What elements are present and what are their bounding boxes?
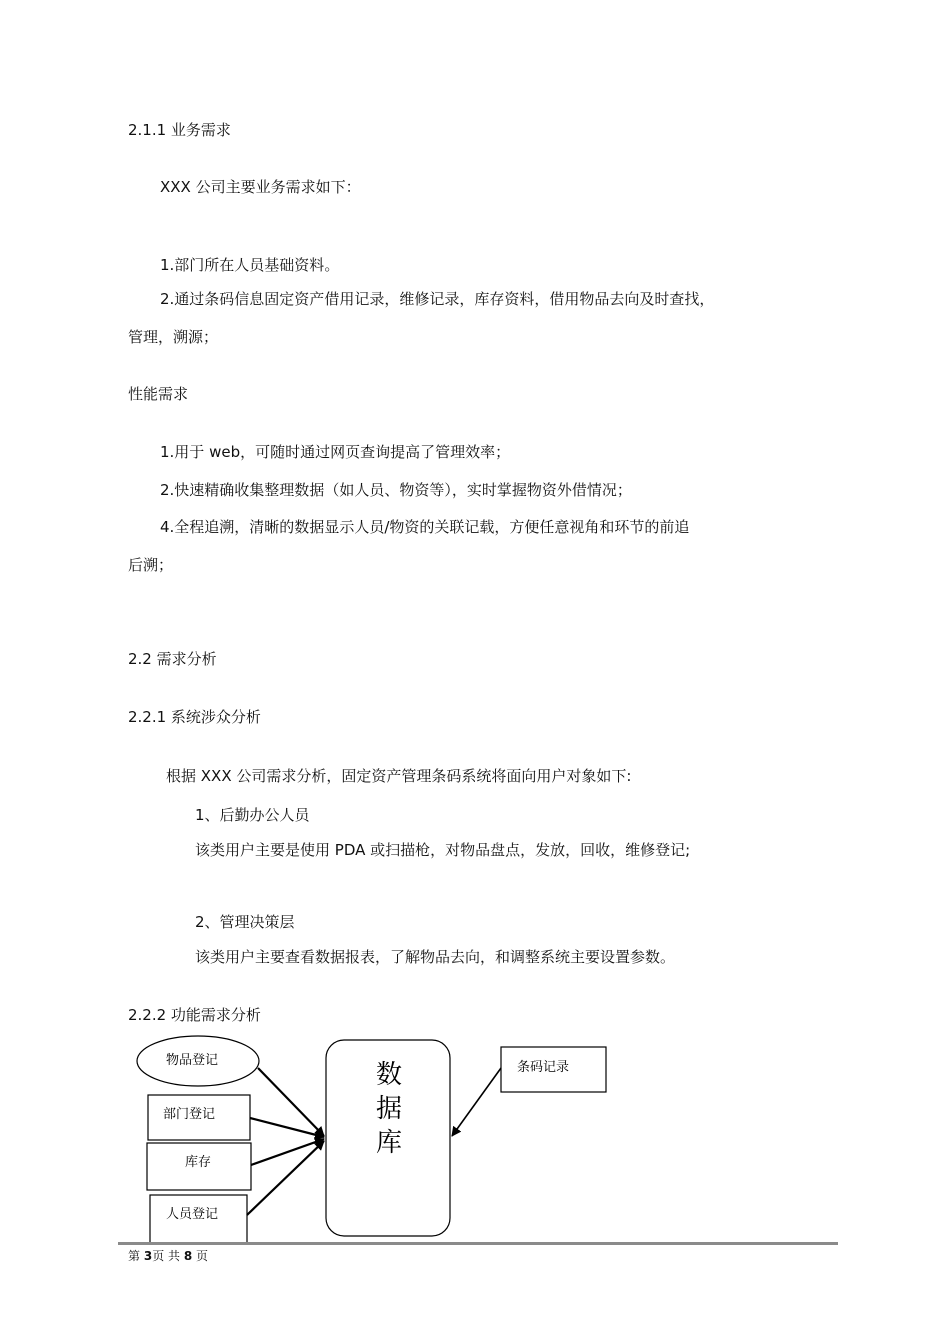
business-item-2-line-2: 管理，溯源； — [128, 328, 219, 346]
stock-label: 库存 — [184, 1155, 212, 1170]
arrow-barcode-to-db — [452, 1068, 501, 1136]
total-page-number: 8 — [183, 1249, 193, 1263]
section-2-1-1-title: 2.1.1 业务需求 — [128, 121, 231, 139]
dept-register-label: 部门登记 — [162, 1107, 216, 1122]
section-2-1-1-intro: XXX 公司主要业务需求如下： — [160, 178, 361, 196]
performance-item-4-line-1: 4.全程追溯，清晰的数据显示人员/物资的关联记载，方便任意视角和环节的前追 — [160, 518, 690, 536]
database-label-3: 库 — [375, 1128, 403, 1158]
database-label-1: 数 — [375, 1060, 403, 1090]
performance-item-1: 1.用于 web，可随时通过网页查询提高了管理效率； — [160, 443, 511, 461]
footer-prefix: 第 — [128, 1249, 141, 1263]
performance-item-2: 2.快速精确收集整理数据（如人员、物资等），实时掌握物资外借情况； — [160, 481, 632, 499]
current-page-number: 3 — [143, 1249, 153, 1263]
footer-middle: 页 共 — [152, 1249, 181, 1263]
arrow-dept-to-db — [250, 1118, 324, 1137]
section-2-2-title: 2.2 需求分析 — [128, 650, 217, 668]
arrow-goods-to-db — [258, 1068, 324, 1136]
business-item-2-line-1: 2.通过条码信息固定资产借用记录，维修记录，库存资料，借用物品去向及时查找， — [160, 290, 715, 308]
page-footer — [128, 1248, 208, 1264]
barcode-record-label: 条码记录 — [516, 1060, 570, 1075]
performance-item-4-line-2: 后溯； — [128, 556, 174, 574]
person-register-label: 人员登记 — [165, 1207, 219, 1222]
footer-rule — [118, 1242, 838, 1245]
user-type-2-title: 2、管理决策层 — [195, 913, 295, 931]
user-type-1-desc: 该类用户主要是使用 PDA 或扫描枪，对物品盘点，发放，回收，维修登记; — [195, 841, 691, 859]
goods-register-label: 物品登记 — [165, 1053, 219, 1068]
section-2-2-2-title: 2.2.2 功能需求分析 — [128, 1006, 261, 1024]
performance-title: 性能需求 — [128, 385, 189, 403]
footer-suffix: 页 — [196, 1249, 209, 1263]
section-2-2-1-intro: 根据 XXX 公司需求分析，固定资产管理条码系统将面向用户对象如下: — [166, 767, 632, 785]
business-item-1: 1.部门所在人员基础资料。 — [160, 256, 340, 274]
user-type-1-title: 1、后勤办公人员 — [195, 806, 310, 824]
user-type-2-desc: 该类用户主要查看数据报表，了解物品去向，和调整系统主要设置参数。 — [195, 948, 676, 966]
database-label-2: 据 — [375, 1094, 403, 1124]
section-2-2-1-title: 2.2.1 系统涉众分析 — [128, 708, 261, 726]
